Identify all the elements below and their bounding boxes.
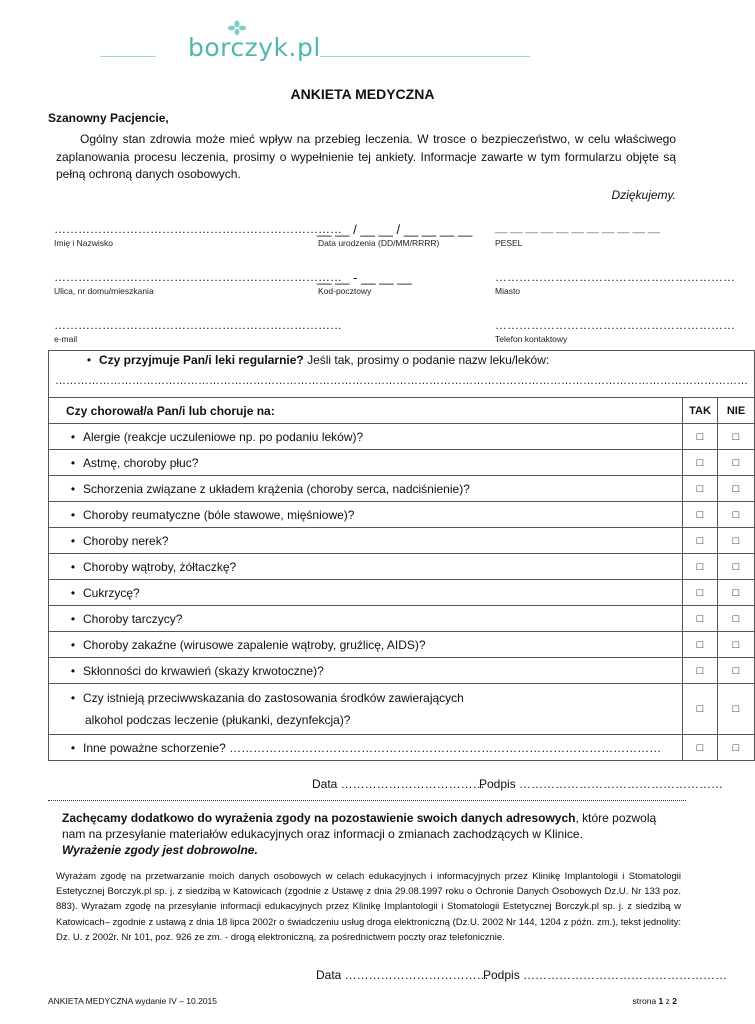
no-checkbox[interactable]: □ xyxy=(718,684,755,735)
email-field[interactable]: ……………………………………………………………… xyxy=(54,318,342,332)
name-label: Imię i Nazwisko xyxy=(54,238,114,248)
table-row: • Choroby wątroby, żółtaczkę? □ □ xyxy=(49,554,755,580)
table-row: • Schorzenia związane z układem krążenia (choroby serca, nadciśnienie)? □ □ xyxy=(49,476,755,502)
table-row: • Choroby nerek? □ □ xyxy=(49,528,755,554)
dob-label: Data urodzenia (DD/MM/RRRR) xyxy=(318,238,440,248)
meds-question: Czy przyjmuje Pan/i leki regularnie? xyxy=(99,353,304,367)
row-label: Choroby tarczycy? xyxy=(83,611,183,626)
table-row: • Skłonności do krwawień (skazy krwotoczne)? □ □ xyxy=(49,658,755,684)
separator xyxy=(48,800,686,801)
meds-row xyxy=(49,351,755,398)
logo-text: borczyk.pl xyxy=(188,33,321,62)
zip-label: Kod-pocztowy xyxy=(318,286,372,296)
table-row: • Astmę, choroby płuc? □ □ xyxy=(49,450,755,476)
email-label: e-mail xyxy=(54,334,78,344)
greeting: Szanowny Pacjencie, xyxy=(48,111,169,125)
pesel-label: PESEL xyxy=(495,238,523,248)
street-label: Ulica, nr domu/mieszkania xyxy=(54,286,154,296)
yes-header: TAK xyxy=(689,404,711,417)
signature-field-2[interactable]: Podpis …………………………………………… xyxy=(483,968,728,982)
page-mid: z xyxy=(663,996,673,1006)
meds-hint: Jeśli tak, prosimy o podanie nazw leku/leków: xyxy=(307,353,550,367)
date-field-1[interactable]: Data ……………………………… xyxy=(312,777,485,791)
table-header-row xyxy=(49,398,755,424)
yes-checkbox[interactable]: □ xyxy=(683,528,718,554)
row-label: Cukrzycę? xyxy=(83,585,140,600)
table-row: • Inne poważne schorzenie? ……………………………………………………………………………………………… □ □ xyxy=(49,735,755,761)
consent-rest: , które pozwolą nam na przesyłanie materiałów edukacyjnych oraz informacji o zmianach zachodzących w Klinice. xyxy=(62,811,657,841)
meds-input-line[interactable]: ……………………………………………………………………………………………………………………………………………………………………… xyxy=(55,375,748,387)
footer-left: ANKIETA MEDYCZNA wydanie IV – 10.2015 xyxy=(48,996,217,1006)
row-label: Choroby reumatyczne (bóle stawowe, mięśniowe)? xyxy=(83,507,355,522)
row-label: Schorzenia związane z układem krążenia (choroby serca, nadciśnienie)? xyxy=(83,481,470,496)
page-prefix: strona xyxy=(632,996,659,1006)
consent-voluntary: Wyrażenie zgody jest dobrowolne. xyxy=(62,843,258,857)
legal-text: Wyrażam zgodę na przetwarzanie moich danych osobowych w celach edukacyjnych i informacyjnych przez Klinikę Implantologii i Stomatologii Estetycznej Borczyk.pl sp. j. z siedzibą w Katowicach (zgodnie z Ustawę z dnia 29.08.1997 roku o Ochronie Danych Osobowych Dz.U. Nr 133 poz. 883). Wyrażam zgodę na przesyłanie informacji edukacyjnych przez Klinikę Implantologii i Stomatologii Estetycznej Borczyk.pl sp. j. z siedzibą w Katowicach– zgodnie z ustawą z dnia 18 lipca 2002r o świadczeniu usług droga elektroniczną (Dz.U. 2002 Nr 144, 1204 z późn. zm.), tekst jednolity: Dz. U. z 2002r. Nr 101, poz. 926 ze zm. - drogą elektroniczną, za pośrednictwem poczty oraz telefonicznie. xyxy=(56,871,681,943)
no-checkbox[interactable]: □ xyxy=(718,606,755,632)
row-label: Astmę, choroby płuc? xyxy=(83,455,199,470)
no-checkbox[interactable]: □ xyxy=(718,502,755,528)
yes-checkbox[interactable]: □ xyxy=(683,476,718,502)
footer-right xyxy=(633,996,677,1006)
no-header: NIE xyxy=(726,404,746,417)
no-checkbox[interactable]: □ xyxy=(718,735,755,761)
row-label: Skłonności do krwawień (skazy krwotoczne)? xyxy=(83,663,324,678)
no-checkbox[interactable]: □ xyxy=(718,450,755,476)
consent-paragraph xyxy=(62,810,682,858)
yes-checkbox[interactable]: □ xyxy=(683,450,718,476)
page-title: ANKIETA MEDYCZNA xyxy=(290,86,435,102)
no-checkbox[interactable]: □ xyxy=(718,424,755,450)
yes-checkbox[interactable]: □ xyxy=(683,554,718,580)
page-current: 1 xyxy=(658,996,664,1006)
thanks-text: Dziękujemy. xyxy=(611,188,676,202)
date-field-2[interactable]: Data ……………………………… xyxy=(316,968,489,982)
no-checkbox[interactable]: □ xyxy=(718,658,755,684)
no-checkbox[interactable]: □ xyxy=(718,632,755,658)
yes-checkbox[interactable]: □ xyxy=(683,424,718,450)
zip-field[interactable]: __ __ - __ __ __ xyxy=(317,270,412,285)
logo-line-left xyxy=(100,56,156,57)
row-label: Choroby wątroby, żółtaczkę? xyxy=(83,559,237,574)
signature-field-1[interactable]: Podpis …………………………………………… xyxy=(479,777,724,791)
consent-bold: Zachęcamy dodatkowo do wyrażenia zgody na pozostawienie swoich danych adresowych xyxy=(62,811,576,825)
city-field[interactable]: …………………………………………………… xyxy=(495,270,735,284)
table-row: • Choroby reumatyczne (bóle stawowe, mięśniowe)? □ □ xyxy=(49,502,755,528)
table-header: Czy chorował/a Pan/i lub choruje na: xyxy=(66,403,275,418)
phone-field[interactable]: …………………………………………………… xyxy=(495,318,735,332)
table-row: • Alergie (reakcje uczuleniowe np. po podaniu leków)? □ □ xyxy=(49,424,755,450)
no-checkbox[interactable]: □ xyxy=(718,476,755,502)
row-label: Czy istnieją przeciwwskazania do zastosowania środków zawierających xyxy=(83,691,464,705)
yes-checkbox[interactable]: □ xyxy=(683,606,718,632)
name-field[interactable]: ……………………………………………………………… xyxy=(54,222,342,236)
table-row: • Czy istnieją przeciwwskazania do zastosowania środków zawierających alkohol podczas leczenie (płukanki, dezynfekcja)? □ □ xyxy=(49,684,755,735)
dob-field[interactable]: __ __ / __ __ / __ __ __ __ xyxy=(317,222,473,237)
medical-table xyxy=(48,350,755,761)
yes-checkbox[interactable]: □ xyxy=(683,684,718,735)
table-row: • Cukrzycę? □ □ xyxy=(49,580,755,606)
table-row: • Choroby tarczycy? □ □ xyxy=(49,606,755,632)
yes-checkbox[interactable]: □ xyxy=(683,735,718,761)
no-checkbox[interactable]: □ xyxy=(718,554,755,580)
yes-checkbox[interactable]: □ xyxy=(683,580,718,606)
row-label: Choroby zakaźne (wirusowe zapalenie wątroby, gruźlicę, AIDS)? xyxy=(83,637,426,652)
yes-checkbox[interactable]: □ xyxy=(683,632,718,658)
row-label: Choroby nerek? xyxy=(83,533,169,548)
yes-checkbox[interactable]: □ xyxy=(683,658,718,684)
street-field[interactable]: ……………………………………………………………… xyxy=(54,270,342,284)
phone-label: Telefon kontaktowy xyxy=(495,334,568,344)
logo-line-right xyxy=(320,56,530,57)
no-checkbox[interactable]: □ xyxy=(718,580,755,606)
page-total: 2 xyxy=(672,996,677,1006)
pesel-field[interactable]: __ __ __ __ __ __ __ __ __ __ __ xyxy=(495,222,661,234)
no-checkbox[interactable]: □ xyxy=(718,528,755,554)
intro-paragraph: Ogólny stan zdrowia może mieć wpływ na przebieg leczenia. W trosce o bezpieczeństwo, w celu właściwego zaplanowania procesu leczenia, prosimy o wypełnienie tej ankiety. Informacje zawarte w tym formularzu objęte są pełną ochroną danych osobowych. xyxy=(56,132,676,181)
table-row: • Choroby zakaźne (wirusowe zapalenie wątroby, gruźlicę, AIDS)? □ □ xyxy=(49,632,755,658)
bullet: • xyxy=(86,353,92,367)
other-condition-field[interactable]: Inne poważne schorzenie? ……………………………………………………………………………………………… xyxy=(83,740,662,755)
row-label: Alergie (reakcje uczuleniowe np. po podaniu leków)? xyxy=(83,429,364,444)
yes-checkbox[interactable]: □ xyxy=(683,502,718,528)
row-label-cont: alkohol podczas leczenie (płukanki, dezynfekcja)? xyxy=(85,713,351,727)
city-label: Miasto xyxy=(495,286,521,296)
